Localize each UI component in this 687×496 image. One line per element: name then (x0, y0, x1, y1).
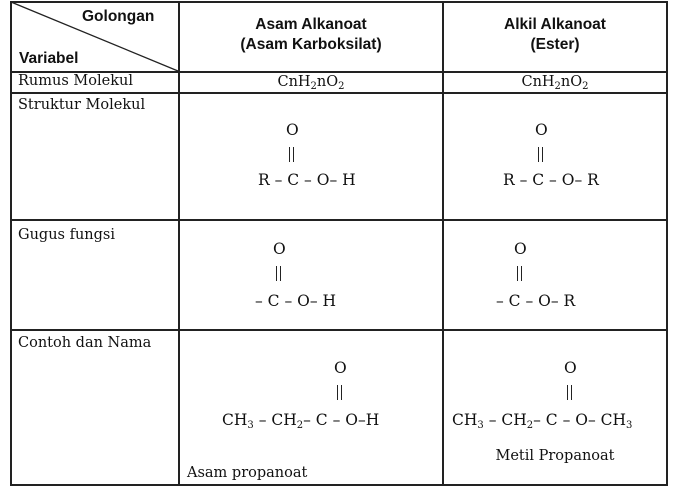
contoh-ester-name: Metil Propanoat (495, 448, 615, 464)
gugus-ester-chain: – C – O– R (496, 292, 576, 310)
row-divider (10, 219, 668, 221)
gugus-ester-oxygen: O (514, 240, 527, 258)
contoh-acid-double-bond (337, 385, 342, 404)
contoh-ester-formula: $CH_3 - CH_2-$ C – O– $CH_3$ (452, 411, 633, 431)
contoh-ester-double-bond (567, 385, 572, 404)
header-variabel: Variabel (19, 50, 79, 67)
contoh-acid-oxygen: O (334, 359, 347, 377)
row-label-contoh: Contoh dan Nama (18, 335, 152, 351)
row-label-rumus: Rumus Molekul (18, 73, 133, 89)
gugus-acid-chain: – C – O– H (255, 292, 337, 310)
header-asam-line2: (Asam Karboksilat) (240, 36, 382, 53)
contoh-ester-oxygen: O (564, 359, 577, 377)
formula-acid: $CnH_2nO_2$ (277, 74, 345, 92)
header-asam-line1: Asam Alkanoat (255, 16, 367, 33)
contoh-acid-formula: $CH_3 - CH_2-$ C – O–H (222, 411, 380, 431)
formula-ester: $CnH_2nO_2$ (521, 74, 589, 92)
table-border-bottom (10, 484, 668, 486)
row-divider (10, 92, 668, 94)
struktur-ester-oxygen: O (535, 121, 548, 139)
table-border-right (666, 1, 668, 486)
gugus-acid-double-bond (276, 266, 281, 285)
struktur-ester-double-bond (538, 147, 543, 166)
struktur-acid-chain: R – C – O– H (258, 171, 356, 189)
struktur-ester-chain: R – C – O– R (503, 171, 599, 189)
row-label-struktur: Struktur Molekul (18, 97, 146, 113)
table-border-left (10, 1, 12, 486)
gugus-ester-double-bond (517, 266, 522, 285)
struktur-acid-oxygen: O (286, 121, 299, 139)
struktur-acid-double-bond (289, 147, 294, 166)
header-ester-line2: (Ester) (530, 36, 580, 53)
gugus-acid-oxygen: O (273, 240, 286, 258)
header-ester-line1: Alkil Alkanoat (504, 16, 606, 33)
row-label-gugus: Gugus fungsi (18, 227, 115, 243)
header-alkil-alkanoat (444, 15, 666, 55)
header-golongan: Golongan (82, 8, 155, 25)
row-divider (10, 329, 668, 331)
contoh-acid-name: Asam propanoat (187, 465, 308, 481)
header-asam-alkanoat (180, 15, 442, 55)
comparison-table (10, 1, 668, 486)
